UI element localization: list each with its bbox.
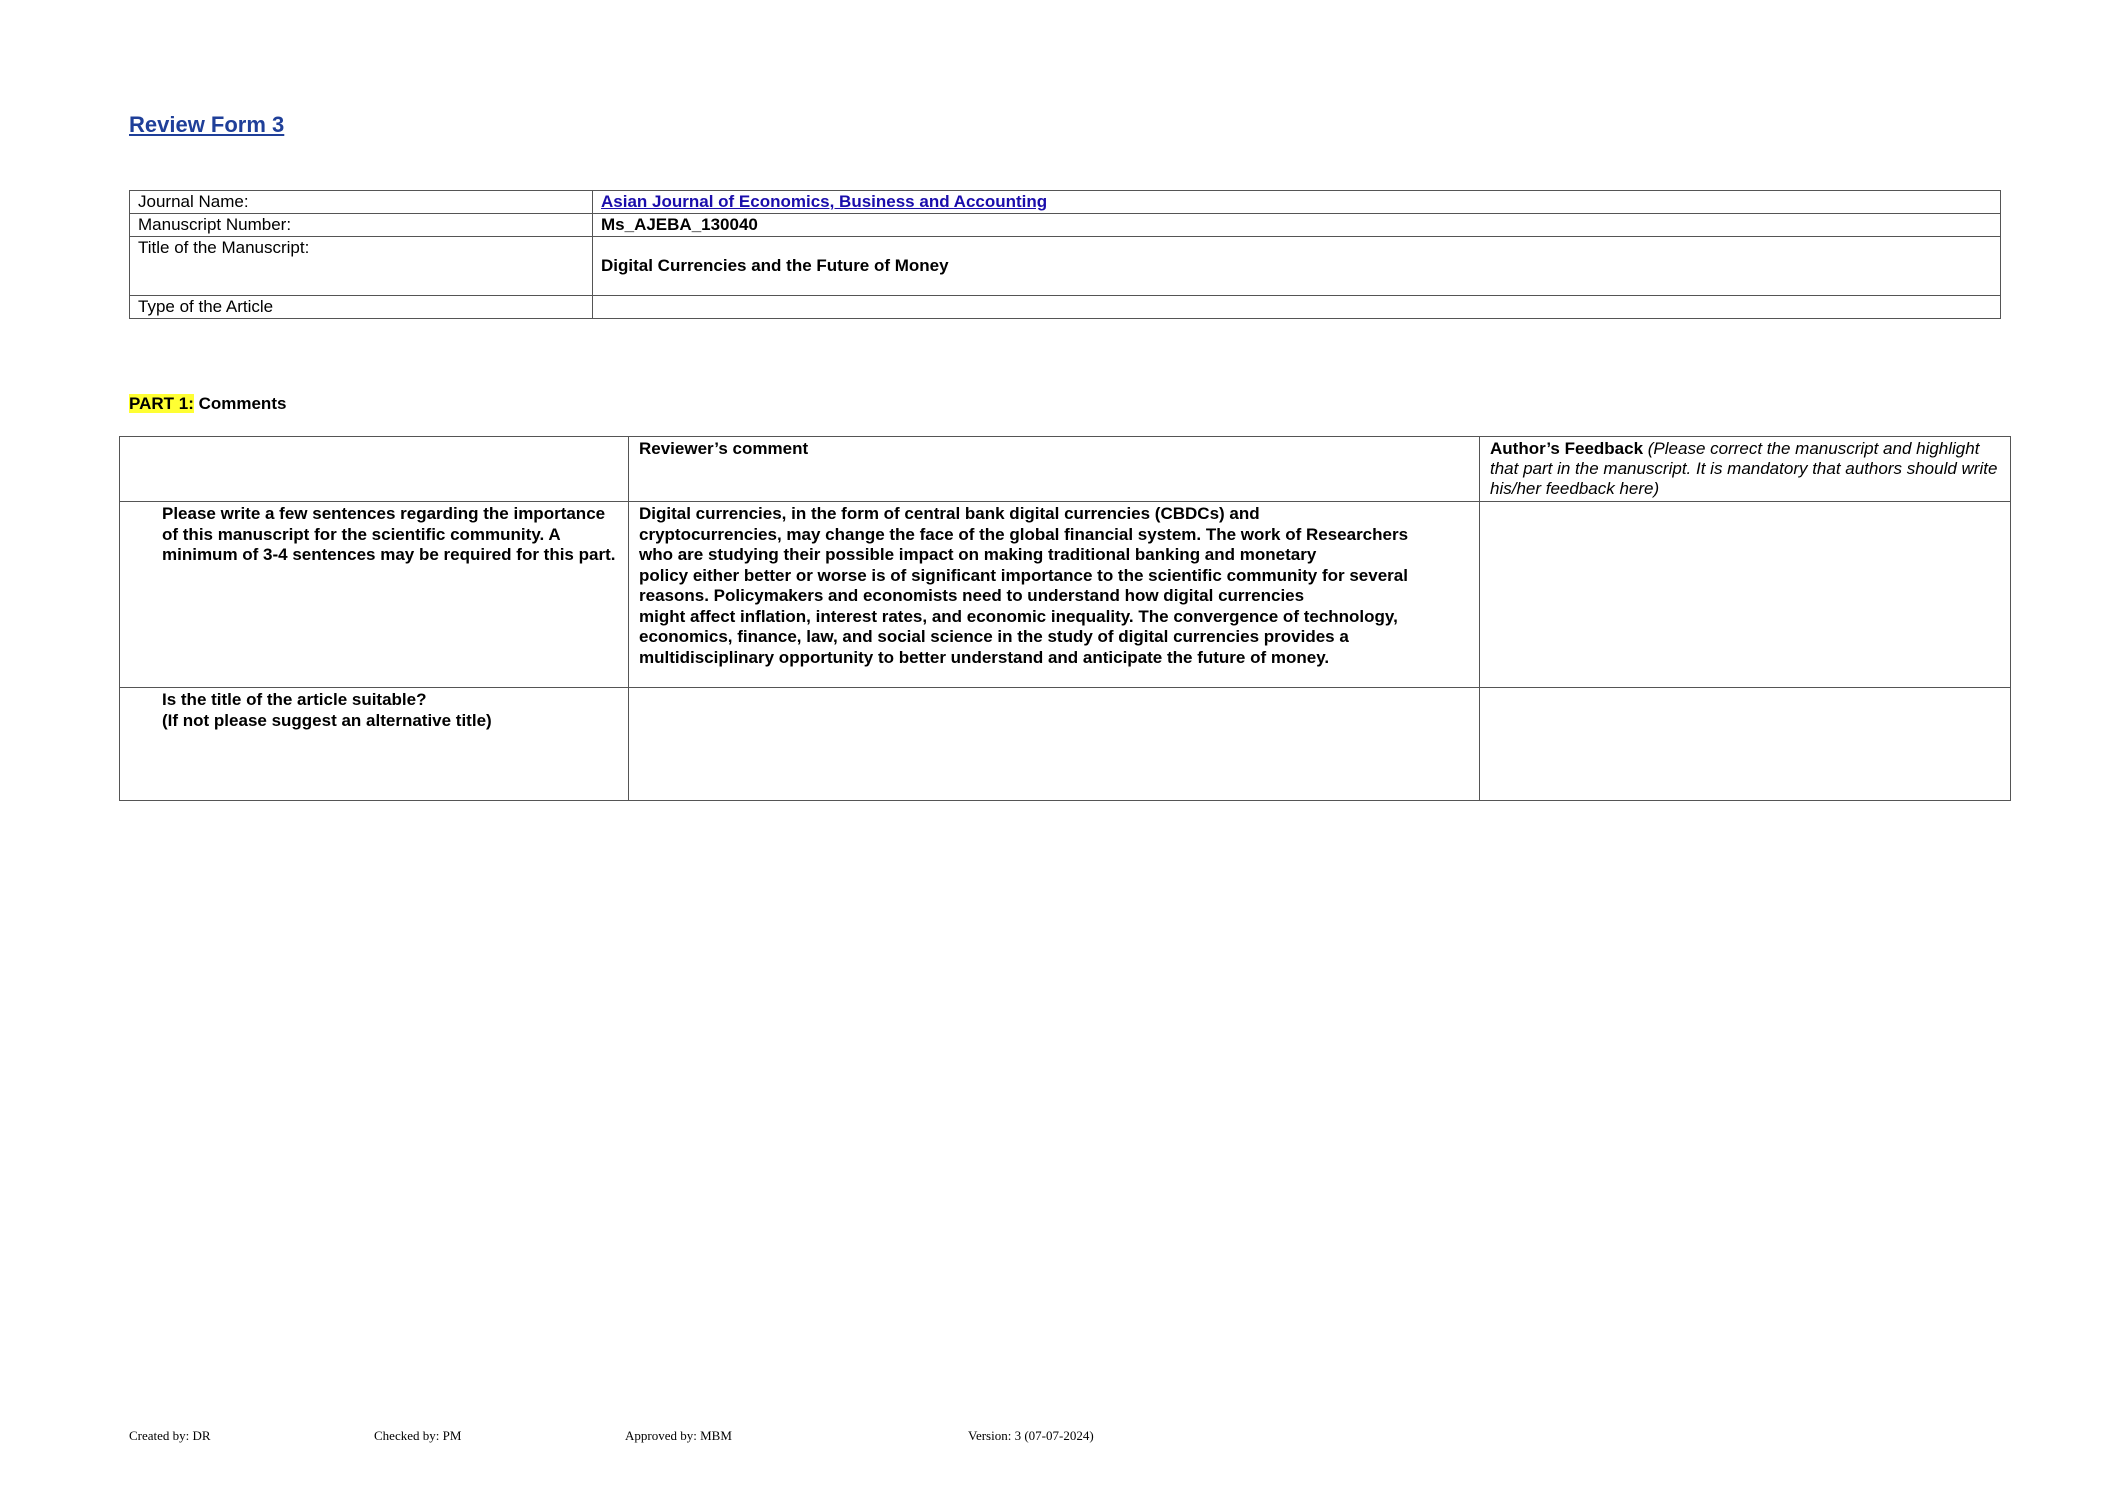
manuscript-number-row — [130, 214, 2001, 237]
comment-line: economics, finance, law, and social science in the study of digital currencies provides a — [639, 627, 1349, 646]
title-question-line: (If not please suggest an alternative title) — [162, 710, 492, 730]
comments-header-row — [120, 437, 2011, 502]
reviewer-comment-header: Reviewer’s comment — [629, 437, 1480, 502]
comments-table — [119, 436, 2011, 801]
question-column-header — [120, 437, 629, 502]
importance-question: Please write a few sentences regarding the importance of this manuscript for the scientific community. A minimum of 3-4 sentences may be required for this part. — [120, 502, 629, 688]
manuscript-number-label: Manuscript Number: — [130, 214, 593, 237]
title-suitability-question — [120, 688, 629, 801]
importance-reviewer-comment[interactable] — [629, 502, 1480, 688]
article-type-label: Type of the Article — [130, 296, 593, 319]
importance-author-feedback[interactable] — [1480, 502, 2011, 688]
author-feedback-note: (Please correct the manuscript and highlight that part in the manuscript. It is mandatory that authors should write his/her feedback here) — [1490, 439, 1998, 498]
title-author-feedback[interactable] — [1480, 688, 2011, 801]
comment-line: who are studying their possible impact on making traditional banking and monetary — [639, 545, 1317, 564]
comment-line: Digital currencies, in the form of central bank digital currencies (CBDCs) and — [639, 504, 1260, 523]
part1-label: PART 1: — [129, 394, 194, 413]
title-suitability-row — [120, 688, 2011, 801]
article-type-row — [130, 296, 2001, 319]
part1-heading — [129, 394, 286, 414]
part1-heading-text: Comments — [193, 394, 287, 413]
author-feedback-header — [1480, 437, 2011, 502]
manuscript-title-value: Digital Currencies and the Future of Money — [593, 237, 2001, 296]
journal-name-link[interactable]: Asian Journal of Economics, Business and Accounting — [601, 192, 1048, 211]
article-type-value[interactable] — [593, 296, 2001, 319]
comment-line: reasons. Policymakers and economists need to understand how digital currencies — [639, 586, 1305, 605]
comment-line: might affect inflation, interest rates, and economic inequality. The convergence of technology, — [639, 606, 1398, 626]
footer-created-by: Created by: DR — [129, 1428, 211, 1443]
comment-line: multidisciplinary opportunity to better understand and anticipate the future of money. — [639, 647, 1330, 667]
footer-approved-by: Approved by: MBM — [625, 1428, 732, 1443]
importance-row — [120, 502, 2011, 688]
author-feedback-label: Author’s Feedback — [1490, 439, 1644, 458]
title-reviewer-comment[interactable] — [629, 688, 1480, 801]
journal-name-cell — [593, 191, 2001, 214]
manuscript-info-table — [129, 190, 2001, 319]
manuscript-title-label: Title of the Manuscript: — [130, 237, 593, 296]
footer-checked-by: Checked by: PM — [374, 1428, 462, 1443]
footer-version: Version: 3 (07-07-2024) — [968, 1428, 1094, 1443]
journal-name-label: Journal Name: — [130, 191, 593, 214]
comment-line: policy either better or worse is of significant importance to the scientific community for several — [639, 565, 1408, 585]
journal-name-row — [130, 191, 2001, 214]
review-form-title: Review Form 3 — [129, 112, 285, 137]
comment-line: cryptocurrencies, may change the face of the global financial system. The work of Researchers — [639, 524, 1409, 544]
manuscript-title-row — [130, 237, 2001, 296]
title-question-line: Is the title of the article suitable? — [162, 690, 427, 709]
manuscript-number-value: Ms_AJEBA_130040 — [593, 214, 2001, 237]
